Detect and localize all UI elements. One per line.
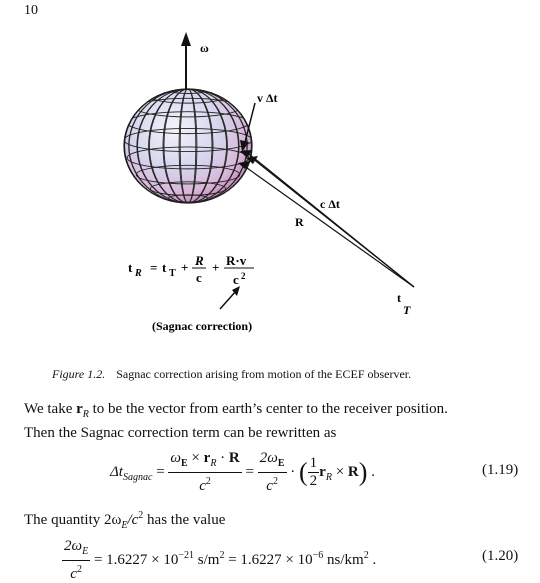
sagnac-pointer	[220, 291, 236, 309]
formula-tT-sub: T	[169, 268, 176, 279]
formula-tR: t	[128, 260, 133, 275]
sagnac-formula	[128, 253, 254, 287]
signal-line-c-dt	[252, 158, 414, 287]
formula-frac1-num: R	[195, 253, 204, 268]
eq119-frac-half: $\frac{1}{2}$	[309, 455, 318, 489]
paragraph-1-line-2: Then the Sagnac correction term can be rewritten as	[24, 425, 337, 441]
T-label: T	[403, 303, 411, 317]
earth-globe	[124, 86, 252, 203]
paragraph-1	[24, 400, 524, 443]
formula-tR-sub: R	[135, 268, 142, 279]
caption-text: Sagnac correction arising from motion of the ECEF observer.	[116, 367, 412, 381]
signal-line-3	[240, 163, 414, 287]
equation-1-20: $\frac{2\omega_E}{c^2}$ = $1.6227 \times 10^{-21}$ $s/m^2 = 1.6227 \times 10^{-6}$ $ns/km^2$ .	[64, 538, 377, 582]
t-label: t	[397, 291, 401, 305]
formula-plus-1: +	[181, 260, 189, 275]
paragraph-1-line-1: We take $r_R$ to be the vector from earth’s center to the receiver position.	[24, 401, 448, 420]
formula-frac2-den-sup: 2	[241, 271, 246, 281]
formula-frac1-den: c	[196, 270, 202, 285]
rotation-axis-arrowhead	[181, 32, 191, 46]
omega-label: ω	[200, 41, 209, 55]
equation-1-19-number: (1.19)	[482, 462, 519, 478]
caption-label: Figure 1.2.	[52, 367, 106, 381]
c-dt-label: c Δt	[320, 197, 340, 211]
page-number: 10	[24, 3, 38, 18]
formula-frac2-den: c	[233, 272, 239, 287]
formula-plus-2: +	[212, 260, 220, 275]
paragraph-2: The quantity $2\omega_E/c^2$ has the value	[24, 510, 226, 531]
sagnac-note: (Sagnac correction)	[152, 319, 253, 333]
equation-1-19: $\Delta t_{Sagnac}$ = $\frac{\omega_E \times r_R \cdot R}{c^2}$ = $\frac{2\omega_E}{c^2}$ · ( $\frac{1}{2}$ $r_R \times R$) .	[110, 450, 375, 494]
eq120-frac: $\frac{2\omega_E}{c^2}$	[64, 538, 89, 582]
formula-frac2-num: R·v	[226, 253, 247, 268]
eq119-frac-1: $\frac{\omega_E \times r_R \cdot R}{c^2}$	[170, 450, 240, 494]
figure-caption	[52, 367, 522, 382]
equation-1-20-number: (1.20)	[482, 548, 519, 564]
eq119-frac-2: $\frac{2\omega_E}{c^2}$	[259, 450, 285, 494]
v-dt-label: v Δt	[257, 91, 278, 105]
formula-eq: =	[150, 260, 158, 275]
formula-tT: t	[162, 260, 167, 275]
R-label: R	[295, 215, 304, 229]
